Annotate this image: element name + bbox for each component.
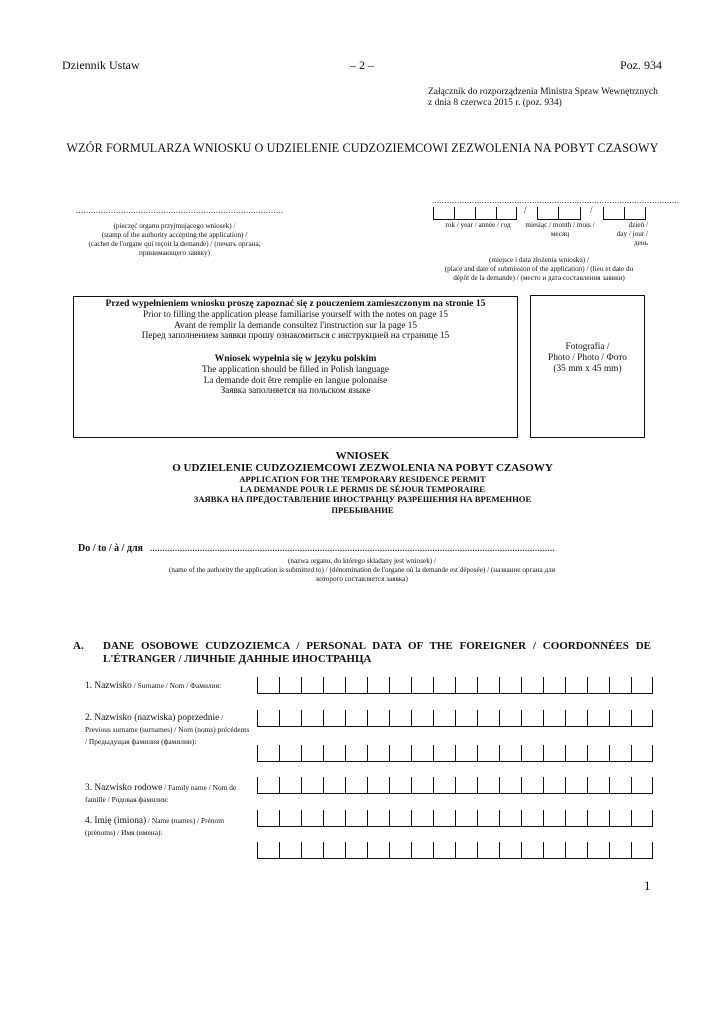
cell-divider [631, 677, 632, 694]
cell-divider [477, 677, 478, 694]
language-fr: La demande doit être remplie en langue polonaise [203, 374, 388, 385]
cell-divider [257, 710, 258, 727]
field-2-sub: / Previous surname (surnames) / Nom (noms) précédents / Предыдущая фамилия (фамилии): [85, 713, 250, 746]
cell-divider [323, 677, 324, 694]
cell-baseline [257, 693, 653, 694]
place-dotted-line: ................................................................................................... [432, 196, 680, 205]
cell-divider [631, 745, 632, 762]
cell-divider [565, 745, 566, 762]
cell-divider [433, 842, 434, 859]
annex-note [428, 87, 658, 109]
notice-ru: Перед заполнением заявки прошу ознакомиться с инструкцией на странице 15 [141, 329, 450, 340]
section-a-title: DANE OSOBOWE CUDZOZIEMCA / PERSONAL DATA OF THE FOREIGNER / COORDONNÉES DE L'ÉTRANGER / ЛИЧНЫЕ ДАННЫЕ ИНОСТРАНЦА [103, 640, 651, 665]
cell-baseline [257, 858, 653, 859]
cell-divider [345, 842, 346, 859]
cell-divider [521, 842, 522, 859]
field-2-main: 2. Nazwisko (nazwiska) poprzednie [85, 713, 220, 723]
application-heading-ru-2: ПРЕБЫВАНИЕ [331, 505, 394, 515]
cell-divider [609, 745, 610, 762]
family-name-boxes[interactable] [257, 777, 653, 794]
cell-divider [411, 745, 412, 762]
day-label-2: day / jour / [616, 230, 648, 238]
application-heading-en: APPLICATION FOR THE TEMPORARY RESIDENCE PERMIT [239, 474, 486, 484]
cell-divider [433, 710, 434, 727]
cell-divider [477, 842, 478, 859]
cell-divider [609, 810, 610, 827]
notice-pl: Przed wypełnieniem wniosku proszę zapoznać się z pouczeniem zamieszczonym na stronie 15 [105, 298, 486, 309]
cell-divider [543, 677, 544, 694]
addressee-label: Do / to / à / для [78, 543, 143, 554]
cell-divider [433, 777, 434, 794]
cell-divider [389, 710, 390, 727]
cell-divider [521, 745, 522, 762]
surname-boxes[interactable] [257, 677, 653, 694]
stamp-caption-1: (pieczęć organu przyjmującego wniosek) / [113, 222, 236, 230]
cell-divider [433, 677, 434, 694]
annex-line-2: z dnia 8 czerwca 2015 r. (poz. 934) [428, 98, 562, 108]
month-label-1: miesiąc / month / mois / [525, 221, 595, 229]
addressee-caption [62, 557, 662, 584]
application-heading-fr: LA DEMANDE POUR LE PERMIS DE SÉJOUR TEMPORAIRE [239, 484, 486, 494]
stamp-caption-3: (cachet de l'organe qui reçoit la demande) / (печать органа, [88, 240, 261, 248]
photo-label-2: Photo / Photo / Фото [548, 353, 627, 363]
cell-divider [652, 745, 653, 762]
language-pl: Wniosek wypełnia się w języku polskim [214, 353, 377, 365]
year-label: rok / year / année / год [445, 221, 511, 229]
cell-divider [587, 710, 588, 727]
date-separator-1: / [524, 205, 527, 215]
cell-divider [279, 810, 280, 827]
place-date-caption-2: (place and date of submission of the application) / (lieu et date du [444, 265, 634, 273]
cell-divider [301, 710, 302, 727]
day-label-3: день [634, 239, 648, 247]
cell-divider [455, 710, 456, 727]
cell-divider [477, 710, 478, 727]
day-label [600, 221, 648, 248]
cell-divider [521, 710, 522, 727]
cell-baseline [257, 726, 653, 727]
cell-divider [279, 745, 280, 762]
day-boxes[interactable] [603, 207, 646, 220]
cell-divider [411, 777, 412, 794]
field-2-label [85, 712, 250, 748]
journal-name: Dziennik Ustaw [62, 58, 140, 72]
day-label-1: dzień / [628, 221, 648, 229]
cell-divider [609, 710, 610, 727]
cell-divider [652, 810, 653, 827]
cell-divider [652, 777, 653, 794]
cell-divider [411, 810, 412, 827]
cell-divider [257, 842, 258, 859]
cell-divider [367, 745, 368, 762]
cell-divider [257, 745, 258, 762]
cell-divider [543, 710, 544, 727]
field-4-sub: / Name (names) / Prénom (prénoms) / Имя (имена): [85, 816, 224, 837]
place-date-caption [428, 256, 650, 283]
cell-divider [477, 777, 478, 794]
year-boxes[interactable] [433, 207, 517, 220]
cell-divider [301, 677, 302, 694]
cell-divider [521, 810, 522, 827]
cell-divider [257, 810, 258, 827]
photo-label-1: Fotografia / [565, 342, 610, 352]
cell-divider [587, 777, 588, 794]
cell-divider [631, 710, 632, 727]
month-label-2: месяц [550, 230, 570, 238]
notice-en: Prior to filling the application please familiarise yourself with the notes on page 15 [143, 309, 448, 320]
cell-divider [279, 677, 280, 694]
first-name-boxes-1[interactable] [257, 810, 653, 827]
cell-divider [279, 842, 280, 859]
cell-divider [521, 677, 522, 694]
cell-divider [565, 810, 566, 827]
field-3-sub: / Family name / Nom de famille / Родовая фамилия: [85, 783, 237, 804]
cell-divider [301, 842, 302, 859]
cell-divider [455, 810, 456, 827]
cell-divider [345, 710, 346, 727]
cell-divider [257, 677, 258, 694]
cell-divider [323, 710, 324, 727]
cell-divider [499, 677, 500, 694]
field-3-main: 3. Nazwisko rodowe [85, 783, 163, 793]
cell-divider [323, 745, 324, 762]
cell-divider [455, 777, 456, 794]
cell-divider [455, 677, 456, 694]
cell-divider [543, 777, 544, 794]
cell-divider [609, 842, 610, 859]
cell-divider [631, 777, 632, 794]
cell-divider [389, 745, 390, 762]
stamp-caption-2: (stamp of the authority accepting the application) / [101, 231, 248, 239]
cell-divider [345, 777, 346, 794]
previous-surname-boxes-1[interactable] [257, 710, 653, 727]
cell-divider [389, 677, 390, 694]
cell-divider [587, 810, 588, 827]
cell-divider [367, 842, 368, 859]
cell-divider [411, 842, 412, 859]
cell-divider [455, 842, 456, 859]
month-boxes[interactable] [537, 207, 581, 220]
cell-divider [279, 777, 280, 794]
position-number: Poz. 934 [620, 58, 662, 72]
stamp-dotted-line: ................................................................................... [76, 206, 284, 215]
cell-divider [631, 810, 632, 827]
language-en: The application should be filled in Polish language [201, 364, 390, 375]
addressee-caption-2: (name of the authority the application is submitted to) / (dénomination de l'organe où la demande est déposée) / (название органа для [168, 566, 556, 574]
cell-divider [543, 745, 544, 762]
previous-surname-boxes-2[interactable] [257, 745, 653, 762]
application-heading-2: O UDZIELENIE CUDZOZIEMCOWI ZEZWOLENIA NA POBYT CZASOWY [172, 462, 553, 474]
cell-divider [345, 745, 346, 762]
cell-divider [367, 777, 368, 794]
cell-divider [301, 810, 302, 827]
stamp-caption-4: принимающего заявку) [138, 249, 211, 257]
addressee-dotted-line[interactable]: .................................................................................................................................................................. [150, 544, 555, 553]
stamp-caption [62, 222, 287, 258]
cell-divider [279, 710, 280, 727]
cell-divider [323, 842, 324, 859]
cell-divider [565, 677, 566, 694]
first-name-boxes-2[interactable] [257, 842, 653, 859]
cell-divider [543, 842, 544, 859]
cell-divider [543, 810, 544, 827]
cell-divider [587, 745, 588, 762]
cell-divider [652, 677, 653, 694]
cell-divider [565, 777, 566, 794]
addressee-caption-1: (nazwa organu, do którego składany jest wniosek) / [288, 557, 436, 565]
application-heading-1: WNIOSEK [335, 450, 390, 462]
cell-divider [499, 842, 500, 859]
cell-baseline [257, 761, 653, 762]
cell-divider [609, 777, 610, 794]
cell-baseline [257, 793, 653, 794]
photo-label-3: (35 mm x 45 mm) [553, 364, 622, 374]
cell-divider [433, 810, 434, 827]
notice-fr: Avant de remplir la demande consultez l'instruction sur la page 15 [174, 319, 417, 330]
annex-line-1: Załącznik do rozporządzenia Ministra Spraw Wewnętrznych [428, 87, 658, 97]
field-4-label [85, 815, 250, 839]
instructions-box [73, 296, 518, 438]
cell-divider [301, 745, 302, 762]
cell-divider [521, 777, 522, 794]
cell-divider [389, 777, 390, 794]
field-1-main: 1. Nazwisko [85, 681, 132, 691]
cell-divider [477, 745, 478, 762]
cell-divider [455, 745, 456, 762]
cell-divider [323, 810, 324, 827]
cell-divider [433, 745, 434, 762]
cell-divider [587, 842, 588, 859]
addressee-caption-3: которого составляется заявка) [316, 575, 408, 583]
cell-divider [587, 677, 588, 694]
field-4-main: 4. Imię (imiona) [85, 816, 147, 826]
field-1-label [85, 680, 250, 692]
field-1-sub: / Surname / Nom / Фамилия: [131, 681, 222, 690]
cell-divider [389, 842, 390, 859]
cell-divider [411, 677, 412, 694]
page-number: 1 [644, 878, 651, 893]
cell-divider [367, 810, 368, 827]
month-label [520, 221, 600, 239]
place-date-caption-3: dépôt de la demande) / (место и дата составления заявки) [453, 274, 625, 282]
cell-divider [499, 777, 500, 794]
cell-divider [301, 777, 302, 794]
place-date-caption-1: (miejsce i data złożenia wniosku) / [489, 256, 589, 264]
page-indicator: – 2 – [350, 58, 374, 72]
cell-divider [257, 777, 258, 794]
cell-divider [411, 710, 412, 727]
cell-divider [652, 710, 653, 727]
cell-divider [565, 842, 566, 859]
photo-box[interactable] [530, 295, 645, 438]
cell-divider [477, 810, 478, 827]
cell-baseline [257, 826, 653, 827]
cell-divider [499, 745, 500, 762]
language-ru: Заявка заполняется на польском языке [220, 385, 371, 396]
cell-divider [389, 810, 390, 827]
cell-divider [345, 677, 346, 694]
cell-divider [631, 842, 632, 859]
date-separator-2: / [590, 205, 593, 215]
cell-divider [499, 710, 500, 727]
field-3-label [85, 782, 250, 806]
section-a-letter: A. [73, 640, 84, 652]
cell-divider [367, 677, 368, 694]
cell-divider [565, 710, 566, 727]
cell-divider [367, 710, 368, 727]
cell-divider [652, 842, 653, 859]
form-title: WZÓR FORMULARZA WNIOSKU O UDZIELENIE CUDZOZIEMCOWI ZEZWOLENIA NA POBYT CZASOWY [66, 141, 659, 155]
cell-divider [323, 777, 324, 794]
cell-divider [499, 810, 500, 827]
cell-divider [609, 677, 610, 694]
cell-divider [345, 810, 346, 827]
application-heading-ru-1: ЗАЯВКА НА ПРЕДОСТАВЛЕНИЕ ИНОСТРАНЦУ РАЗРЕШЕНИЯ НА ВРЕМЕННОЕ [193, 494, 532, 504]
